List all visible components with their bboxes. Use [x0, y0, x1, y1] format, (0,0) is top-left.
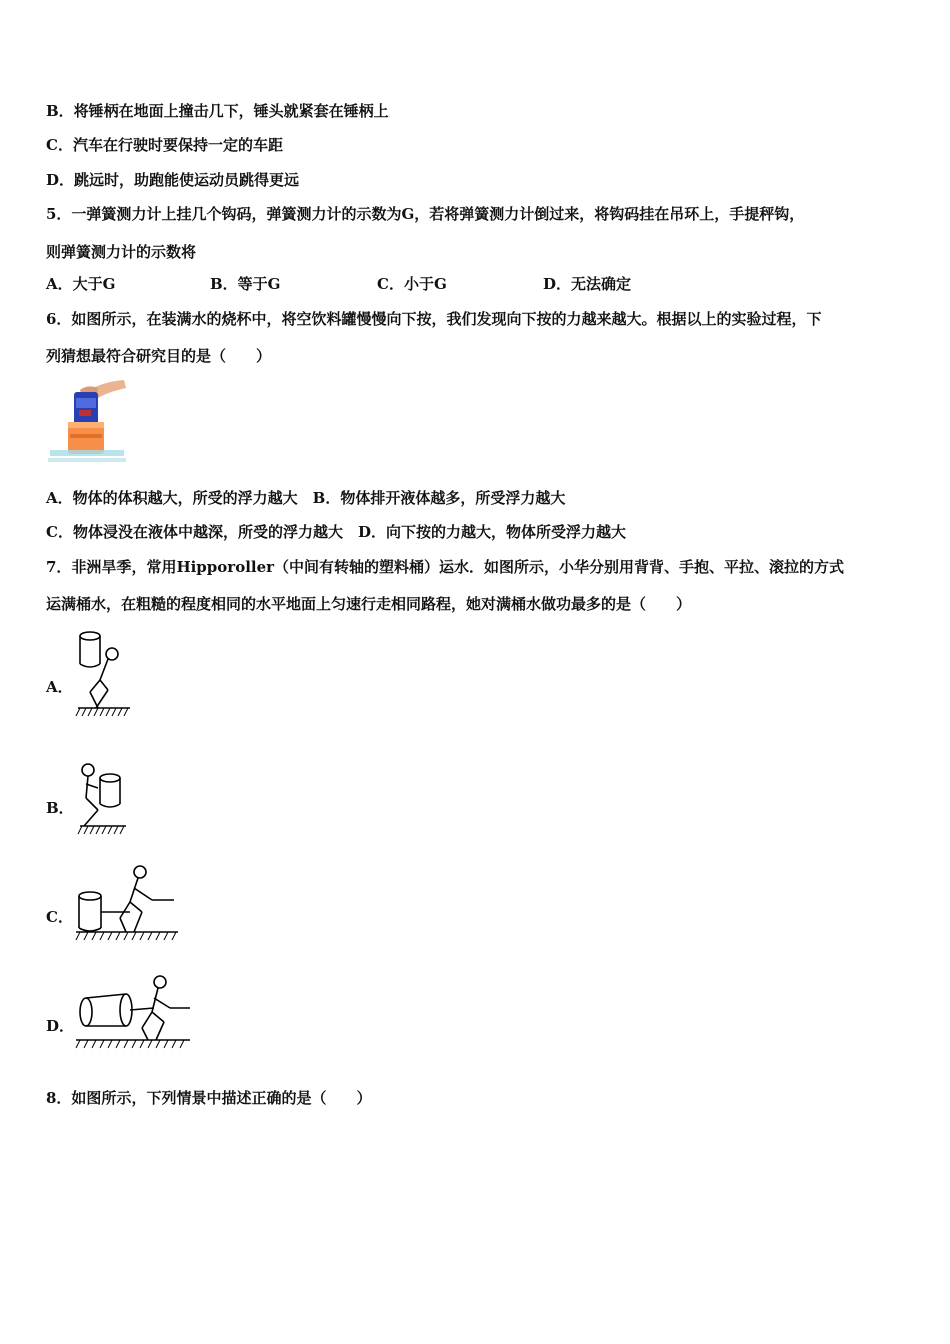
- q5-option-c: C．小于G: [377, 275, 447, 293]
- q6-can-in-beaker-image: [46, 378, 128, 464]
- q6-options-cd: C．物体浸没在液体中越深，所受的浮力越大 D．向下按的力越大，物体所受浮力越大: [46, 523, 626, 541]
- q6-stem-line1: 6．如图所示，在装满水的烧杯中，将空饮料罐慢慢向下按，我们发现向下按的力越来越大。根据以上的实验过程，下: [46, 310, 822, 328]
- q7-option-b-figure: [74, 758, 134, 840]
- q7-option-c-label: C．: [46, 908, 73, 926]
- q7-option-a-label: A．: [46, 678, 73, 696]
- q4-option-b: B．将锤柄在地面上撞击几下，锤头就紧套在锤柄上: [46, 102, 389, 120]
- q4-option-d: D．跳远时，助跑能使运动员跳得更远: [46, 171, 300, 189]
- q8-stem-line1: 8．如图所示，下列情景中描述正确的是（ ）: [46, 1089, 372, 1107]
- q7-option-d-figure: [74, 972, 194, 1058]
- q5-stem-line2: 则弹簧测力计的示数将: [46, 243, 197, 261]
- q6-stem-line2: 列猜想最符合研究目的是（ ）: [46, 347, 272, 365]
- q5-option-b: B．等于G: [210, 275, 281, 293]
- q7-option-d-label: D．: [46, 1017, 75, 1035]
- q7-option-a-figure: [74, 628, 134, 720]
- q4-option-c: C．汽车在行驶时要保持一定的车距: [46, 136, 283, 154]
- q6-options-ab: A．物体的体积越大，所受的浮力越大 B．物体排开液体越多，所受浮力越大: [46, 489, 566, 507]
- q7-stem-line2: 运满桶水，在粗糙的程度相同的水平地面上匀速行走相同路程，她对满桶水做功最多的是（ ）: [46, 595, 692, 613]
- q5-option-a: A．大于G: [46, 275, 116, 293]
- q7-stem-line1: 7．非洲旱季，常用Hipporoller（中间有转轴的塑料桶）运水．如图所示，小华分别用背背、手抱、平拉、滚拉的方式: [46, 558, 845, 576]
- q7-option-c-figure: [74, 862, 184, 948]
- q7-option-b-label: B．: [46, 799, 74, 817]
- q5-stem-line1: 5．一弹簧测力计上挂几个钩码，弹簧测力计的示数为G，若将弹簧测力计倒过来，将钩码挂在吊环上，手提秤钩，: [46, 205, 805, 223]
- q5-option-d: D．无法确定: [543, 275, 632, 293]
